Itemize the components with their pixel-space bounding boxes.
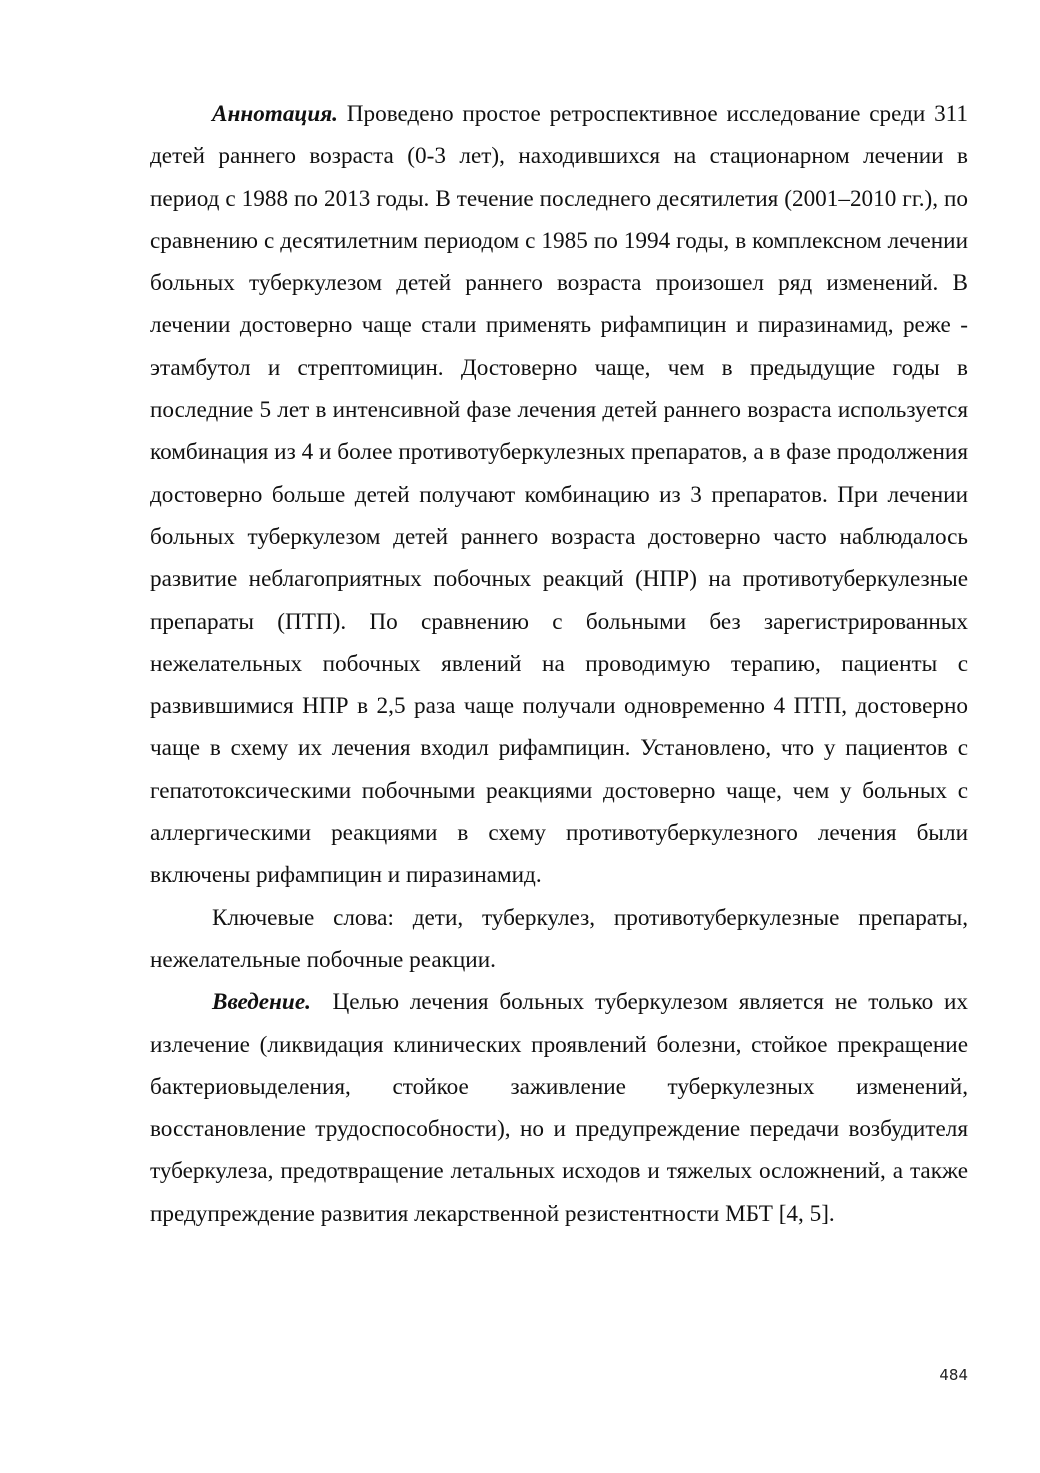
abstract-text: Проведено простое ретроспективное исследование среди 311 детей раннего возраста (0-3 лет), находившихся на стационарном лечении в период с 1988 по 2013 годы. В течение последнего десятилетия (2001–2010 гг.), по сравнению с десятилетним периодом с 1985 по 1994 годы, в комплексном лечении больных туберкулезом детей раннего возраста произошел ряд изменений. В лечении достоверно чаще стали применять рифампицин и пиразинамид, реже - этамбутол и стрептомицин. Достоверно чаще, чем в предыдущие годы в последние 5 лет в интенсивной фазе лечения детей раннего возраста используется комбинация из 4 и более противотуберкулезных препаратов, а в фазе продолжения достоверно больше детей получают комбинацию из 3 препаратов. При лечении больных туберкулезом детей раннего возраста достоверно часто наблюдалось развитие неблагоприятных побочных реакций (НПР) на противотуберкулезные препараты (ПТП). По сравнению с больными без зарегистрированных нежелательных побочных явлений на проводимую терапию, пациенты с развившимися НПР в 2,5 раза чаще получали одновременно 4 ПТП, достоверно чаще в схему их лечения входил рифампицин. Установлено, что у пациентов с гепатотоксическими побочными реакциями достоверно чаще, чем у больных с аллергическими реакциями в схему противотуберкулезного лечения были включены рифампицин и пиразинамид. [150,101,969,889]
introduction-text: Целью лечения больных туберкулезом является не только их излечение (ликвидация клинических проявлений болезни, стойкое прекращение бактериовыделения, стойкое заживление туберкулезных изменений, восстановление трудоспособности), но и предупреждение передачи возбудителя туберкулеза, предотвращение летальных исходов и тяжелых осложнений, а также предупреждение развития лекарственной резистентности МБТ [4, 5]. [150,989,968,1227]
introduction-heading: Введение. [212,989,311,1016]
abstract-paragraph [150,93,968,897]
abstract-heading: Аннотация. [212,101,338,127]
keywords-paragraph [150,897,968,982]
keywords-text: Ключевые слова: дети, туберкулез, противотуберкулезные препараты, нежелательные побочные реакции. [150,904,968,973]
introduction-paragraph [150,981,968,1235]
document-page [150,93,968,1235]
page-number: 484 [939,1366,968,1384]
